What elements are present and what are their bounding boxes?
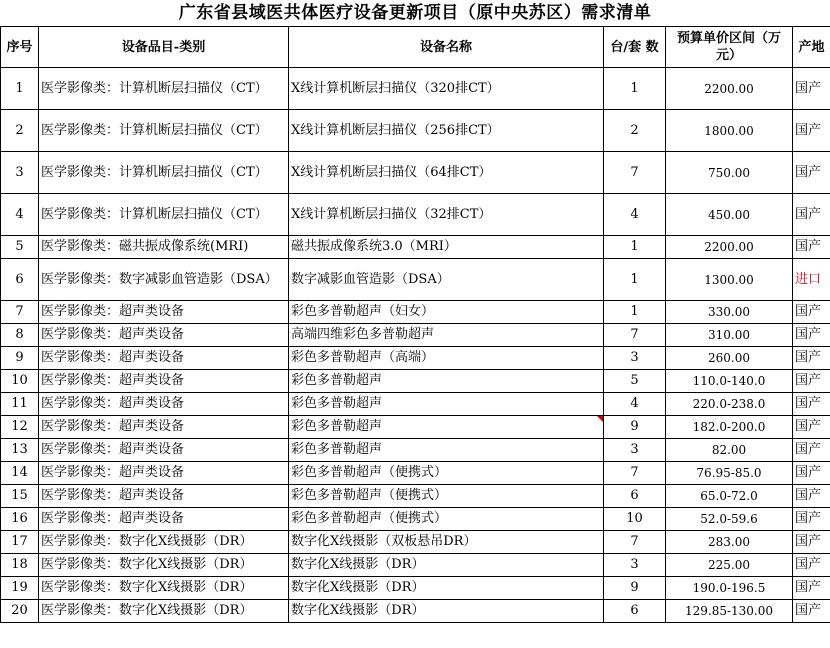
cell-origin[interactable]: 国产 <box>793 600 830 623</box>
cell-no[interactable]: 5 <box>1 236 39 259</box>
cell-name[interactable]: 彩色多普勒超声 <box>289 370 604 393</box>
cell-name[interactable]: X线计算机断层扫描仪（64排CT） <box>289 152 604 194</box>
cell-no[interactable]: 18 <box>1 554 39 577</box>
header-category[interactable]: 设备品目-类别 <box>39 27 289 68</box>
cell-category[interactable]: 医学影像类：超声类设备 <box>39 370 289 393</box>
cell-category[interactable]: 医学影像类：超声类设备 <box>39 485 289 508</box>
cell-price[interactable]: 190.0-196.5 <box>666 577 793 600</box>
cell-price[interactable]: 750.00 <box>666 152 793 194</box>
cell-name[interactable]: 彩色多普勒超声（高端） <box>289 347 604 370</box>
cell-price[interactable]: 1300.00 <box>666 259 793 301</box>
cell-price[interactable]: 2200.00 <box>666 236 793 259</box>
cell-qty[interactable]: 7 <box>604 324 666 347</box>
cell-origin[interactable]: 国产 <box>793 554 830 577</box>
table-row <box>1 324 830 347</box>
cell-qty[interactable]: 4 <box>604 194 666 236</box>
table-row <box>1 152 830 194</box>
cell-name[interactable]: X线计算机断层扫描仪（32排CT） <box>289 194 604 236</box>
cell-price[interactable]: 260.00 <box>666 347 793 370</box>
table-row <box>1 577 830 600</box>
cell-price[interactable]: 450.00 <box>666 194 793 236</box>
requirements-table <box>0 26 830 623</box>
cell-category[interactable]: 医学影像类：数字化X线摄影（DR） <box>39 577 289 600</box>
cell-qty[interactable]: 3 <box>604 554 666 577</box>
cell-origin[interactable]: 国产 <box>793 110 830 152</box>
table-body <box>1 68 830 623</box>
cell-no[interactable]: 20 <box>1 600 39 623</box>
cell-qty[interactable]: 4 <box>604 393 666 416</box>
cell-name[interactable]: 高端四维彩色多普勒超声 <box>289 324 604 347</box>
cell-category[interactable]: 医学影像类：数字化X线摄影（DR） <box>39 600 289 623</box>
cell-origin[interactable]: 国产 <box>793 68 830 110</box>
cell-qty[interactable]: 6 <box>604 600 666 623</box>
cell-origin[interactable]: 国产 <box>793 370 830 393</box>
cell-origin[interactable]: 国产 <box>793 324 830 347</box>
cell-category[interactable]: 医学影像类：数字化X线摄影（DR） <box>39 554 289 577</box>
table-row <box>1 194 830 236</box>
cell-qty[interactable]: 1 <box>604 259 666 301</box>
cell-category[interactable]: 医学影像类：数字化X线摄影（DR） <box>39 531 289 554</box>
cell-no[interactable]: 3 <box>1 152 39 194</box>
cell-origin[interactable]: 国产 <box>793 577 830 600</box>
cell-price[interactable]: 65.0-72.0 <box>666 485 793 508</box>
cell-origin[interactable]: 国产 <box>793 531 830 554</box>
cell-no[interactable]: 13 <box>1 439 39 462</box>
cell-origin[interactable]: 国产 <box>793 485 830 508</box>
cell-qty[interactable]: 7 <box>604 531 666 554</box>
cell-origin[interactable]: 国产 <box>793 236 830 259</box>
cell-price[interactable]: 225.00 <box>666 554 793 577</box>
cell-price[interactable]: 283.00 <box>666 531 793 554</box>
cell-category[interactable]: 医学影像类：超声类设备 <box>39 347 289 370</box>
cell-origin[interactable]: 国产 <box>793 508 830 531</box>
cell-qty[interactable]: 3 <box>604 347 666 370</box>
table-row <box>1 393 830 416</box>
cell-price[interactable]: 1800.00 <box>666 110 793 152</box>
header-price[interactable]: 预算单价区间（万元） <box>666 27 793 68</box>
cell-name[interactable]: 数字化X线摄影（DR） <box>289 554 604 577</box>
cell-no[interactable]: 8 <box>1 324 39 347</box>
table-row <box>1 554 830 577</box>
cell-origin[interactable]: 国产 <box>793 393 830 416</box>
cell-name[interactable]: 彩色多普勒超声（便携式） <box>289 485 604 508</box>
cell-origin[interactable]: 国产 <box>793 416 830 439</box>
cell-name[interactable]: X线计算机断层扫描仪（256排CT） <box>289 110 604 152</box>
cell-name[interactable]: 数字化X线摄影（DR） <box>289 600 604 623</box>
cell-name[interactable]: 数字化X线摄影（DR） <box>289 577 604 600</box>
cell-no[interactable]: 9 <box>1 347 39 370</box>
header-name[interactable]: 设备名称 <box>289 27 604 68</box>
cell-no[interactable]: 15 <box>1 485 39 508</box>
cell-name[interactable]: 磁共振成像系统3.0（MRI） <box>289 236 604 259</box>
table-row <box>1 110 830 152</box>
cell-name[interactable]: 彩色多普勒超声（便携式） <box>289 508 604 531</box>
cell-name[interactable]: 数字减影血管造影（DSA） <box>289 259 604 301</box>
table-row <box>1 416 830 439</box>
cell-qty[interactable]: 6 <box>604 485 666 508</box>
cell-qty[interactable]: 1 <box>604 236 666 259</box>
cell-name[interactable]: 彩色多普勒超声（便携式） <box>289 462 604 485</box>
cell-category[interactable]: 医学影像类：超声类设备 <box>39 508 289 531</box>
table-row <box>1 508 830 531</box>
cell-price[interactable]: 310.00 <box>666 324 793 347</box>
cell-category[interactable]: 医学影像类：超声类设备 <box>39 416 289 439</box>
cell-price[interactable]: 82.00 <box>666 439 793 462</box>
cell-name[interactable]: X线计算机断层扫描仪（320排CT） <box>289 68 604 110</box>
table-row <box>1 370 830 393</box>
cell-origin[interactable]: 国产 <box>793 347 830 370</box>
header-row <box>1 27 830 68</box>
cell-name[interactable]: 彩色多普勒超声 <box>289 416 604 439</box>
cell-category[interactable]: 医学影像类：磁共振成像系统(MRI) <box>39 236 289 259</box>
cell-name[interactable]: 彩色多普勒超声（妇女） <box>289 301 604 324</box>
cell-qty[interactable]: 9 <box>604 416 666 439</box>
cell-no[interactable]: 2 <box>1 110 39 152</box>
cell-price[interactable]: 129.85-130.00 <box>666 600 793 623</box>
cell-price[interactable]: 110.0-140.0 <box>666 370 793 393</box>
cell-category[interactable]: 医学影像类：超声类设备 <box>39 324 289 347</box>
cell-category[interactable]: 医学影像类：超声类设备 <box>39 462 289 485</box>
sheet-title: 广东省县域医共体医疗设备更新项目（原中央苏区）需求清单 <box>178 3 652 23</box>
cell-no[interactable]: 14 <box>1 462 39 485</box>
cell-no[interactable]: 11 <box>1 393 39 416</box>
cell-origin[interactable]: 国产 <box>793 152 830 194</box>
cell-qty[interactable]: 7 <box>604 152 666 194</box>
header-origin[interactable]: 产地 <box>793 27 830 68</box>
header-no[interactable]: 序号 <box>1 27 39 68</box>
cell-no[interactable]: 10 <box>1 370 39 393</box>
comment-indicator-icon[interactable] <box>597 416 603 422</box>
cell-price[interactable]: 76.95-85.0 <box>666 462 793 485</box>
header-qty[interactable]: 台/套 数 <box>604 27 666 68</box>
table-row <box>1 301 830 324</box>
table-row <box>1 531 830 554</box>
cell-category[interactable]: 医学影像类：数字减影血管造影（DSA） <box>39 259 289 301</box>
table-row <box>1 259 830 301</box>
cell-no[interactable]: 17 <box>1 531 39 554</box>
cell-qty[interactable]: 10 <box>604 508 666 531</box>
cell-category[interactable]: 医学影像类：超声类设备 <box>39 393 289 416</box>
cell-qty[interactable]: 7 <box>604 462 666 485</box>
table-row <box>1 236 830 259</box>
cell-qty[interactable]: 5 <box>604 370 666 393</box>
cell-price[interactable]: 330.00 <box>666 301 793 324</box>
cell-qty[interactable]: 3 <box>604 439 666 462</box>
cell-no[interactable]: 19 <box>1 577 39 600</box>
cell-category[interactable]: 医学影像类：超声类设备 <box>39 439 289 462</box>
cell-no[interactable]: 7 <box>1 301 39 324</box>
cell-price[interactable]: 182.0-200.0 <box>666 416 793 439</box>
cell-qty[interactable]: 1 <box>604 301 666 324</box>
cell-no[interactable]: 4 <box>1 194 39 236</box>
table-row <box>1 68 830 110</box>
table-row <box>1 485 830 508</box>
table-row <box>1 600 830 623</box>
cell-price[interactable]: 220.0-238.0 <box>666 393 793 416</box>
cell-price[interactable]: 52.0-59.6 <box>666 508 793 531</box>
cell-category[interactable]: 医学影像类：计算机断层扫描仪（CT） <box>39 68 289 110</box>
cell-origin[interactable]: 进口 <box>793 259 830 301</box>
table-row <box>1 347 830 370</box>
cell-qty[interactable]: 1 <box>604 68 666 110</box>
cell-category[interactable]: 医学影像类：计算机断层扫描仪（CT） <box>39 110 289 152</box>
cell-origin[interactable]: 国产 <box>793 301 830 324</box>
table-row <box>1 439 830 462</box>
cell-origin[interactable]: 国产 <box>793 462 830 485</box>
cell-category[interactable]: 医学影像类：计算机断层扫描仪（CT） <box>39 152 289 194</box>
cell-category[interactable]: 医学影像类：计算机断层扫描仪（CT） <box>39 194 289 236</box>
cell-no[interactable]: 1 <box>1 68 39 110</box>
cell-no[interactable]: 12 <box>1 416 39 439</box>
cell-qty[interactable]: 2 <box>604 110 666 152</box>
cell-category[interactable]: 医学影像类：超声类设备 <box>39 301 289 324</box>
cell-origin[interactable]: 国产 <box>793 439 830 462</box>
cell-no[interactable]: 6 <box>1 259 39 301</box>
cell-name[interactable]: 彩色多普勒超声 <box>289 393 604 416</box>
cell-no[interactable]: 16 <box>1 508 39 531</box>
cell-origin[interactable]: 国产 <box>793 194 830 236</box>
cell-name[interactable]: 数字化X线摄影（双板悬吊DR） <box>289 531 604 554</box>
table-row <box>1 462 830 485</box>
cell-price[interactable]: 2200.00 <box>666 68 793 110</box>
cell-name[interactable]: 彩色多普勒超声 <box>289 439 604 462</box>
cell-qty[interactable]: 9 <box>604 577 666 600</box>
